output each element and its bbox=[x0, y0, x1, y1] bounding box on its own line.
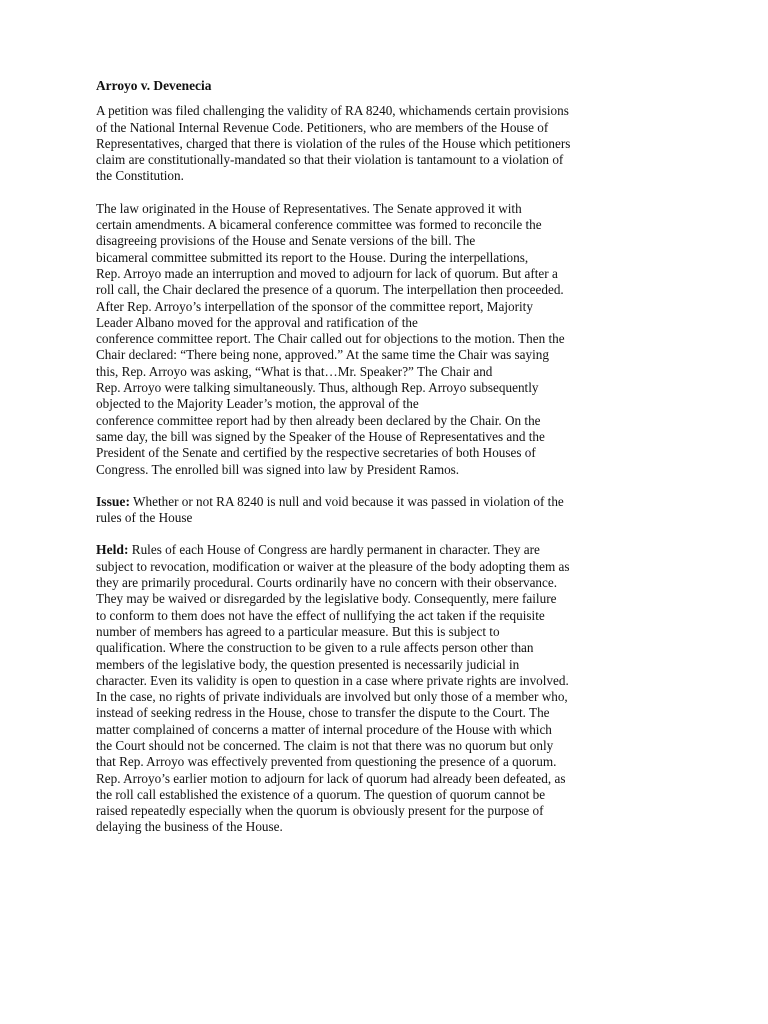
text-line: bicameral committee submitted its report to the House. During the interpellations, bbox=[96, 249, 529, 265]
text-line: roll call, the Chair declared the presence of a quorum. The interpellation then proceeded. bbox=[96, 282, 564, 298]
text-line: The law originated in the House of Representatives. The Senate approved it with bbox=[96, 200, 522, 216]
text-line: qualification. Where the construction to be given to a rule affects person other than bbox=[96, 640, 534, 656]
text-line: of the National Internal Revenue Code. Petitioners, who are members of the House of bbox=[96, 119, 549, 135]
text-line: number of members has agreed to a particular measure. But this is subject to bbox=[96, 623, 500, 639]
text-line: they are primarily procedural. Courts ordinarily have no concern with their observance. bbox=[96, 575, 558, 591]
issue-text: Whether or not RA 8240 is null and void because it was passed in violation of the bbox=[130, 493, 564, 509]
held-text: Rules of each House of Congress are hardly permanent in character. They are bbox=[128, 542, 540, 558]
text-line: instead of seeking redress in the House, chose to transfer the dispute to the Court. The bbox=[96, 705, 550, 721]
text-line: same day, the bill was signed by the Speaker of the House of Representatives and the bbox=[96, 428, 545, 444]
text-line: Representatives, charged that there is violation of the rules of the House which petitioners bbox=[96, 135, 571, 151]
text-line: to conform to them does not have the effect of nullifying the act taken if the requisite bbox=[96, 607, 545, 623]
held-label: Held: bbox=[96, 542, 129, 558]
text-line: After Rep. Arroyo’s interpellation of the sponsor of the committee report, Majority bbox=[96, 298, 533, 314]
text-line: A petition was filed challenging the validity of RA 8240, whichamends certain provisions bbox=[96, 103, 569, 119]
text-line: delaying the business of the House. bbox=[96, 819, 283, 835]
text-line: disagreeing provisions of the House and Senate versions of the bill. The bbox=[96, 233, 476, 249]
text-line: that Rep. Arroyo was effectively prevented from questioning the presence of a quorum. bbox=[96, 754, 557, 770]
text-line: conference committee report. The Chair called out for objections to the motion. Then the bbox=[96, 331, 565, 347]
text-line: President of the Senate and certified by the respective secretaries of both Houses of bbox=[96, 445, 536, 461]
text-line: Leader Albano moved for the approval and ratification of the bbox=[96, 314, 418, 330]
text-line bbox=[96, 494, 678, 510]
text-line: certain amendments. A bicameral conference committee was formed to reconcile the bbox=[96, 217, 542, 233]
text-line bbox=[96, 542, 678, 558]
text-line: the Court should not be concerned. The claim is not that there was no quorum but only bbox=[96, 737, 554, 753]
text-line: subject to revocation, modification or waiver at the pleasure of the body adopting them as bbox=[96, 558, 570, 574]
text-line: character. Even its validity is open to question in a case where private rights are involved. bbox=[96, 672, 569, 688]
held-paragraph bbox=[96, 542, 678, 835]
document-title: Arroyo v. Devenecia bbox=[96, 78, 212, 93]
text-line: this, Rep. Arroyo was asking, “What is that…Mr. Speaker?” The Chair and bbox=[96, 363, 493, 379]
text-line: Rep. Arroyo were talking simultaneously. Thus, although Rep. Arroyo subsequently bbox=[96, 380, 539, 396]
text-line: members of the legislative body, the question presented is necessarily judicial in bbox=[96, 656, 520, 672]
text-line: objected to the Majority Leader’s motion, the approval of the bbox=[96, 396, 419, 412]
text-line: matter complained of concerns a matter of internal procedure of the House with which bbox=[96, 721, 552, 737]
text-line: the roll call established the existence of a quorum. The question of quorum cannot be bbox=[96, 786, 546, 802]
text-line: rules of the House bbox=[96, 510, 193, 526]
text-line: raised repeatedly especially when the quorum is obviously present for the purpose of bbox=[96, 803, 544, 819]
text-line: They may be waived or disregarded by the legislative body. Consequently, mere failure bbox=[96, 591, 557, 607]
text-line: In the case, no rights of private individuals are involved but only those of a member who, bbox=[96, 689, 568, 705]
text-line: Rep. Arroyo’s earlier motion to adjourn for lack of quorum had already been defeated, as bbox=[96, 770, 566, 786]
text-line: claim are constitutionally-mandated so that their violation is tantamount to a violation of bbox=[96, 152, 564, 168]
text-line: conference committee report had by then already been declared by the Chair. On the bbox=[96, 412, 541, 428]
issue-paragraph bbox=[96, 494, 678, 527]
facts-paragraph-2 bbox=[96, 201, 678, 478]
facts-paragraph-1 bbox=[96, 103, 678, 184]
text-line: the Constitution. bbox=[96, 168, 184, 184]
text-line: Chair declared: “There being none, approved.” At the same time the Chair was saying bbox=[96, 347, 549, 363]
issue-label: Issue: bbox=[96, 493, 130, 509]
text-line: Congress. The enrolled bill was signed into law by President Ramos. bbox=[96, 461, 460, 477]
text-line: Rep. Arroyo made an interruption and moved to adjourn for lack of quorum. But after a bbox=[96, 265, 558, 281]
